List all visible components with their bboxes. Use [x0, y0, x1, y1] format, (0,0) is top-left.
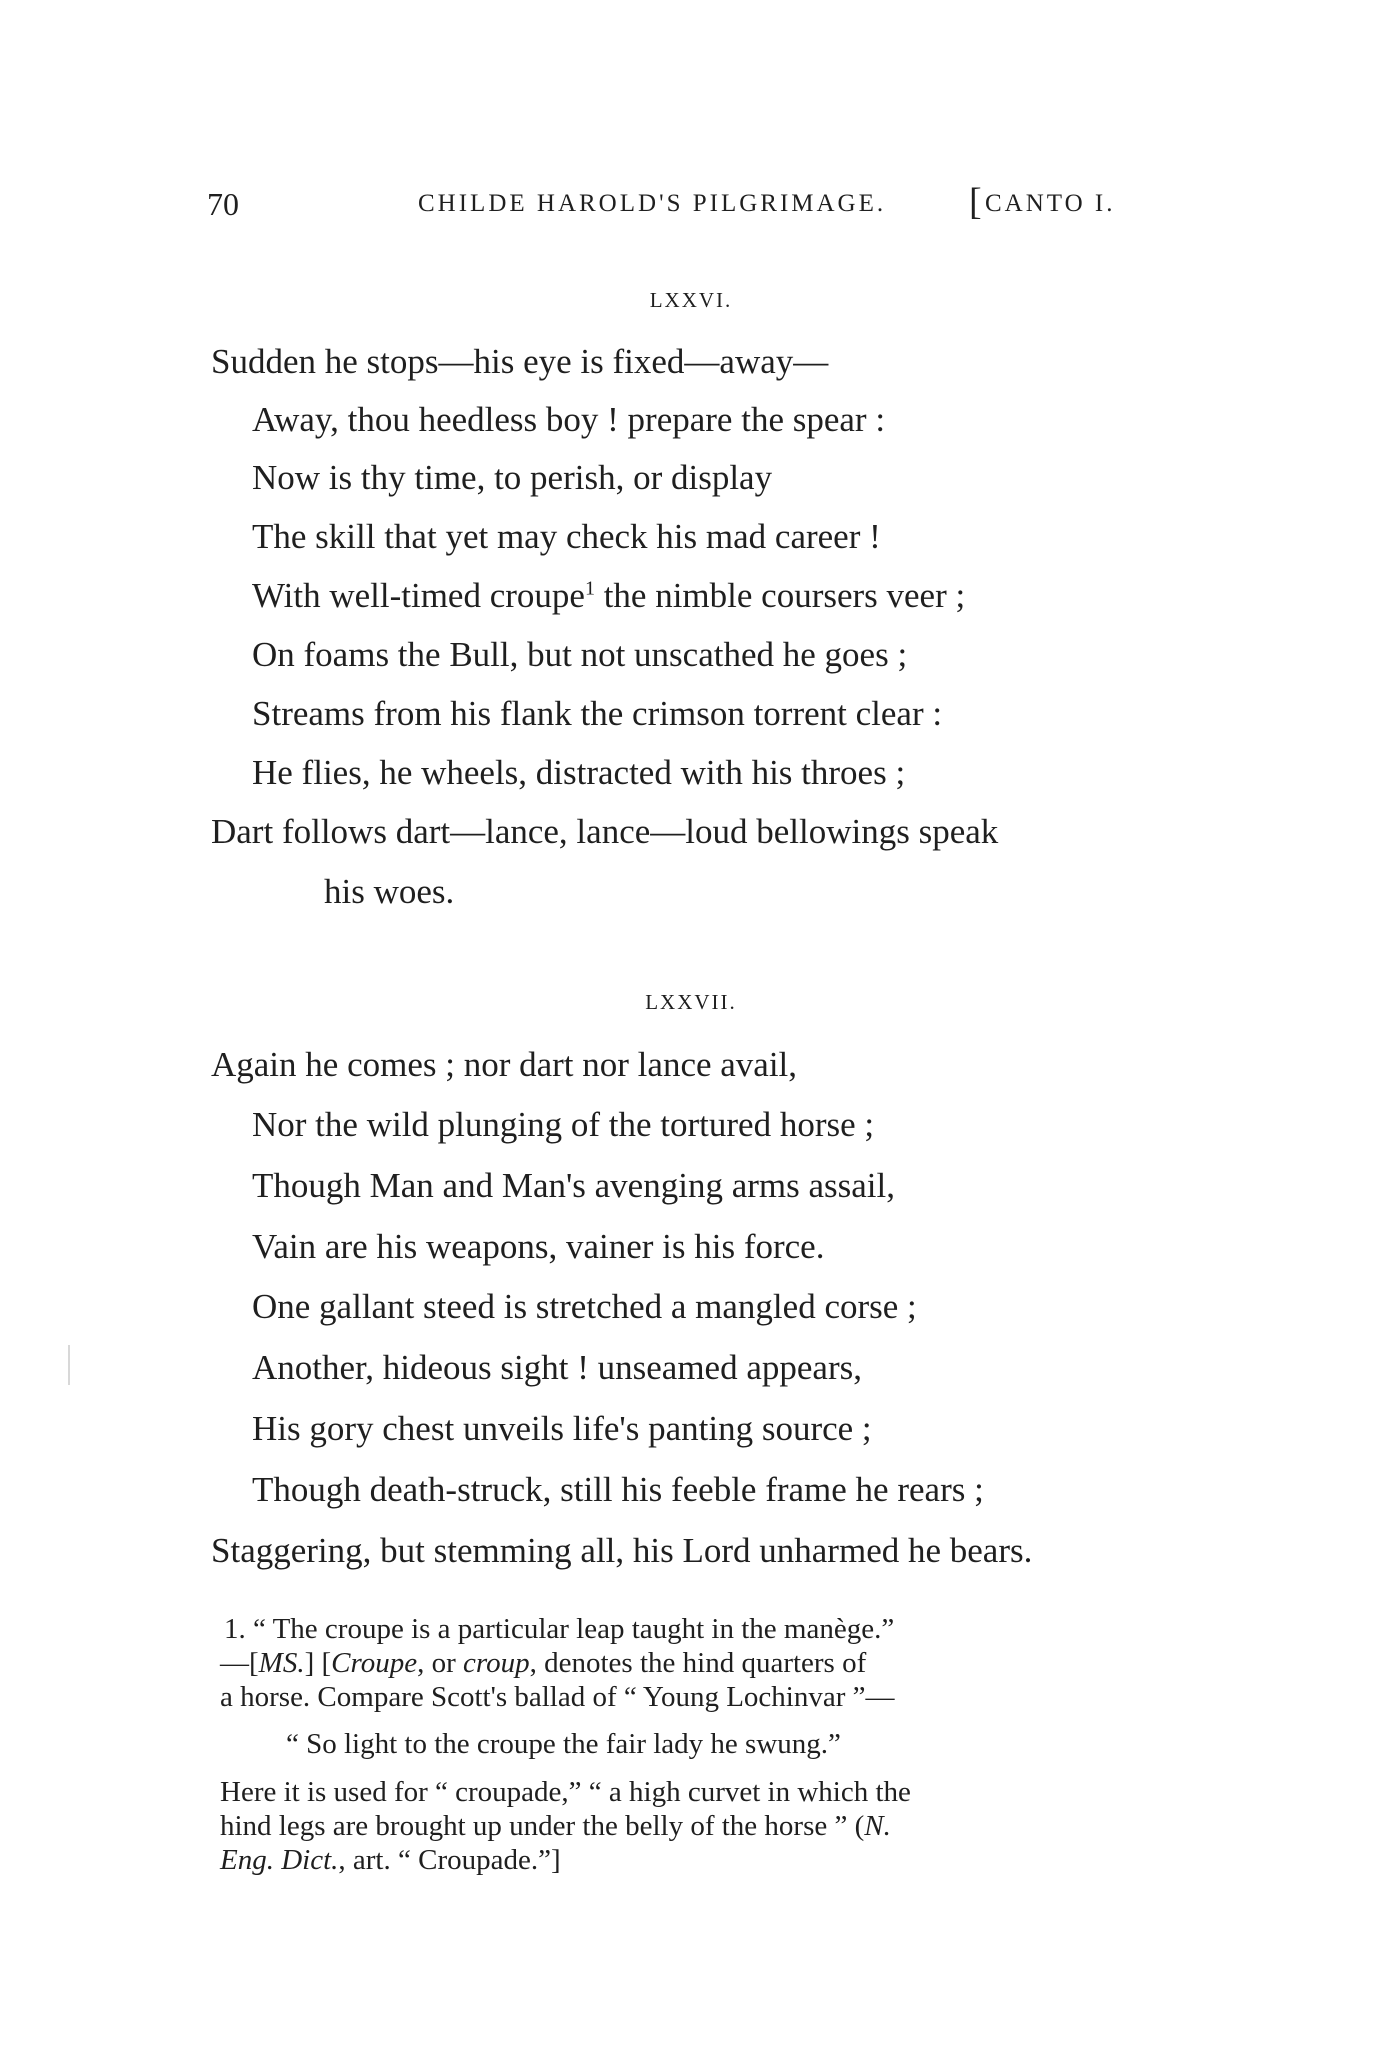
canto-reference: [ CANTO I. — [985, 190, 1115, 218]
footnote-text: , denotes the hind quarters of — [529, 1647, 867, 1679]
footnote-italic: Croupe — [331, 1647, 418, 1679]
footnote-marker: 1 — [584, 577, 595, 600]
verse-line: Though Man and Man's avenging arms assail, — [252, 1166, 895, 1205]
footnote-line: Here it is used for “ croupade,” “ a high curvet in which the — [220, 1776, 911, 1808]
verse-line: Now is thy time, to perish, or display — [252, 458, 773, 497]
verse-line: One gallant steed is stretched a mangled corse ; — [252, 1287, 917, 1326]
footnote-italic: croup — [463, 1647, 530, 1679]
footnote-line — [220, 1646, 866, 1680]
verse-line: He flies, he wheels, distracted with his throes ; — [252, 753, 906, 792]
footnote-italic: N. — [864, 1810, 891, 1842]
verse-line: Sudden he stops—his eye is fixed—away— — [211, 342, 829, 381]
footnote-line — [220, 1809, 891, 1843]
page-header — [0, 186, 1382, 226]
verse-line-text: the nimble coursers veer ; — [603, 576, 966, 615]
footnote-italic: Eng. Dict. — [220, 1844, 339, 1876]
footnote-line — [220, 1843, 561, 1877]
verse-line-text: With well-timed croupe — [252, 576, 585, 615]
footnote-italic: MS. — [258, 1647, 305, 1679]
verse-line: Away, thou heedless boy ! prepare the spear : — [252, 400, 886, 439]
verse-line: Nor the wild plunging of the tortured horse ; — [252, 1105, 875, 1144]
verse-line — [252, 576, 965, 616]
verse-line: His gory chest unveils life's panting source ; — [252, 1409, 872, 1448]
footnote-quote: “ So light to the croupe the fair lady he swung.” — [286, 1728, 841, 1760]
verse-line: his woes. — [324, 872, 455, 911]
footnote-text: hind legs are brought up under the belly of the horse ” ( — [220, 1810, 865, 1842]
page-number: 70 — [207, 186, 239, 222]
footnote-text: ] [ — [304, 1647, 332, 1679]
stanza-number-lxxvii: LXXVII. — [645, 990, 737, 1014]
verse-line: Staggering, but stemming all, his Lord unharmed he bears. — [211, 1531, 1033, 1570]
footnote-text: , or — [417, 1647, 464, 1679]
verse-line: Streams from his flank the crimson torrent clear : — [252, 694, 943, 733]
margin-mark — [68, 1345, 70, 1385]
verse-line: The skill that yet may check his mad career ! — [252, 517, 881, 556]
verse-line: Vain are his weapons, vainer is his force. — [252, 1227, 825, 1266]
verse-line: On foams the Bull, but not unscathed he goes ; — [252, 635, 908, 674]
footnote-text: —[ — [220, 1647, 259, 1679]
running-title: CHILDE HAROLD'S PILGRIMAGE. — [418, 190, 887, 217]
verse-line: Though death-struck, still his feeble frame he rears ; — [252, 1470, 984, 1509]
footnote-line: 1. “ The croupe is a particular leap taught in the manège.” — [224, 1613, 895, 1645]
verse-line: Again he comes ; nor dart nor lance avail, — [211, 1045, 798, 1084]
footnote-text: , art. “ Croupade.”] — [338, 1844, 561, 1876]
stanza-number-lxxvi: LXXVI. — [649, 288, 733, 312]
verse-line: Another, hideous sight ! unseamed appears, — [252, 1348, 862, 1387]
footnote-line: a horse. Compare Scott's ballad of “ Young Lochinvar ”— — [220, 1681, 895, 1713]
verse-line: Dart follows dart—lance, lance—loud bellowings speak — [211, 812, 999, 851]
